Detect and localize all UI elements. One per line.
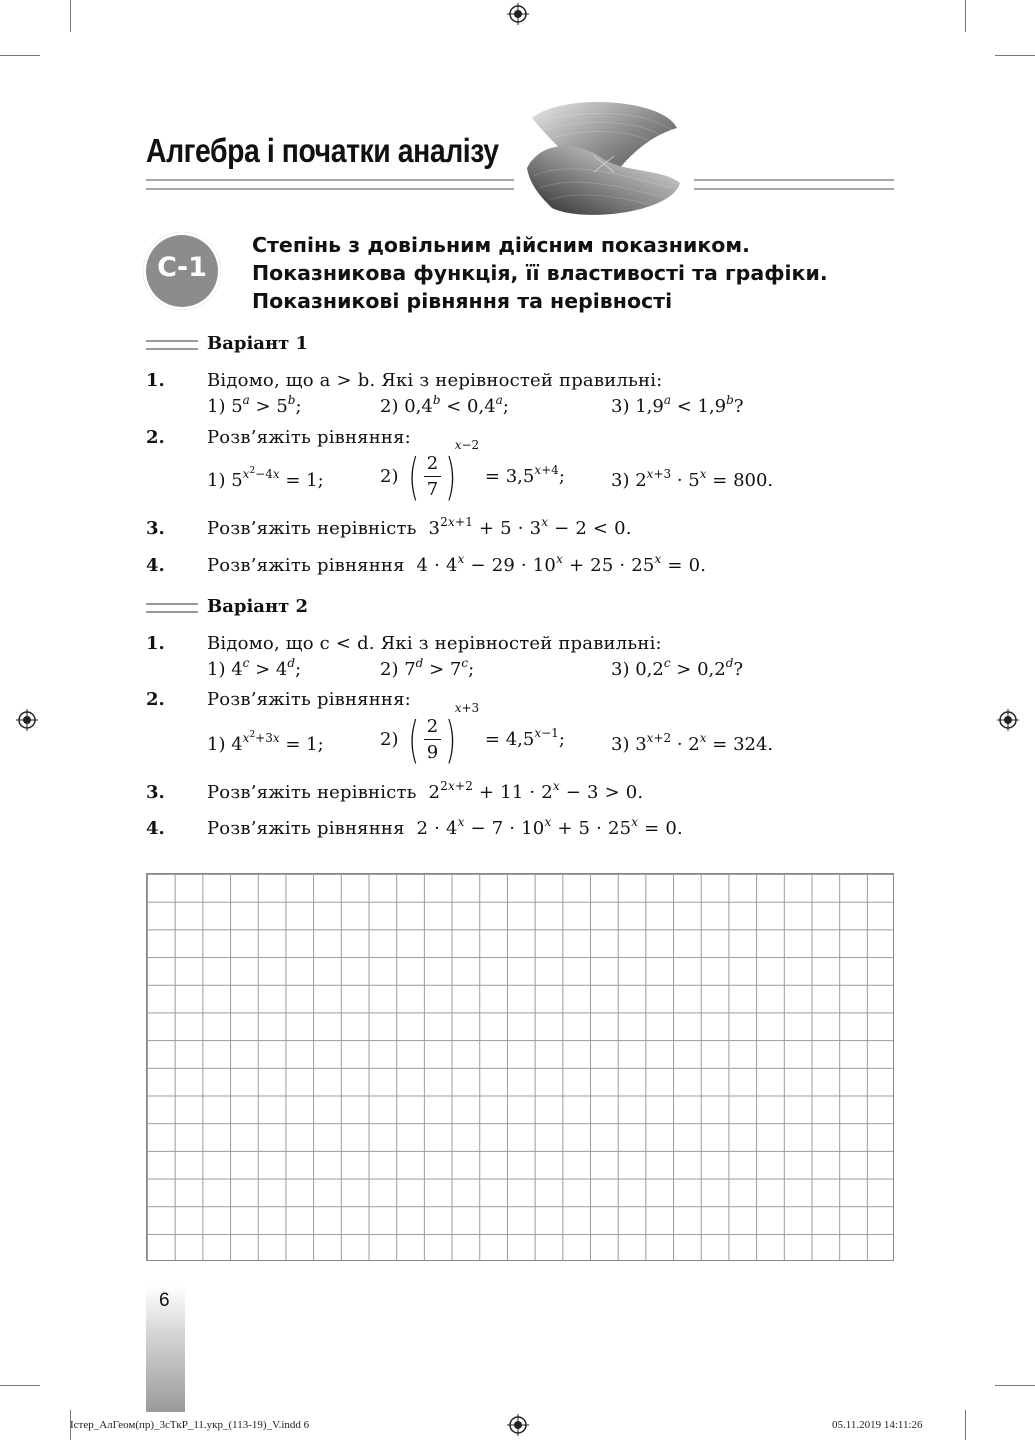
crop-mark — [995, 1385, 1035, 1386]
variant-2-task-1-option-3: 3) 0,2$^c$ > 0,2$^d$? — [611, 656, 744, 680]
topic-line-3: Показникові рівняння та нерівності — [252, 289, 673, 313]
registration-mark-icon — [507, 3, 529, 25]
variant-2-task-2: Розв’яжіть рівняння: — [207, 689, 411, 710]
variant-1-bar — [146, 340, 198, 350]
task-number: 2. — [146, 689, 165, 710]
variant-1-task-1: Відомо, що a > b. Які з нерівностей правильні: — [207, 370, 663, 391]
footer-timestamp: 05.11.2019 14:11:26 — [832, 1419, 923, 1431]
registration-mark-icon — [16, 709, 38, 731]
section-badge — [143, 232, 221, 310]
task-number: 1. — [146, 633, 165, 654]
topic-line-1: Степінь з довільним дійсним показником. — [252, 233, 750, 257]
registration-mark-icon — [997, 709, 1019, 731]
variant-1-label: Варіант 1 — [207, 333, 309, 354]
variant-2-task-4-text: Розв’яжіть рівняння — [207, 818, 405, 839]
topic-line-2: Показникова функція, її властивості та графіки. — [252, 261, 828, 285]
variant-2-task-2-option-1: 1) $4^{x^2+3x} = 1$; — [207, 730, 324, 755]
variant-1-task-2-option-3: 3) $2^{x+3} \cdot 5^x = 800$. — [611, 467, 774, 491]
variant-2-task-3: Розв’яжіть нерівність $2^{2x+2} + 11 \cdot 2^x - 3 > 0$. — [207, 779, 644, 803]
task-number: 4. — [146, 555, 165, 576]
crop-mark — [0, 1385, 40, 1386]
variant-1-task-3: Розв’яжіть нерівність $3^{2x+1} + 5 \cdot 3^x - 2 < 0$. — [207, 515, 632, 539]
variant-1-task-4: Розв’яжіть рівняння $4 \cdot 4^x - 29 \cdot 10^x + 25 \cdot 25^x = 0$. — [207, 552, 707, 576]
variant-1-task-2: Розв’яжіть рівняння: — [207, 427, 411, 448]
variant-1-task-1-option-1: 1) $5^a > 5^b$; — [207, 393, 302, 417]
crop-mark — [995, 55, 1035, 56]
crop-mark — [965, 0, 966, 32]
title-rule-left — [146, 179, 514, 190]
surface-illustration-icon — [522, 98, 684, 220]
variant-2-task-3-text: Розв’яжіть нерівність — [207, 782, 417, 803]
crop-mark — [0, 55, 40, 56]
page-number: 6 — [159, 1290, 170, 1311]
section-badge-label: С-1 — [157, 252, 207, 283]
variant-2-bar — [146, 603, 198, 613]
chapter-title: Алгебра і початки аналізу — [146, 132, 499, 169]
variant-1-task-3-text: Розв’яжіть нерівність — [207, 518, 417, 539]
task-number: 3. — [146, 782, 165, 803]
variant-1-task-2-option-1: 1) $5^{x^2-4x} = 1$; — [207, 466, 324, 491]
variant-1-task-1-option-2: 2) 0,4$^b$ < 0,4$^a$; — [380, 393, 509, 417]
variant-2-task-1-option-1: 1) $4^c > 4^d$; — [207, 656, 302, 680]
task-number: 3. — [146, 518, 165, 539]
variant-2-task-2-option-2: 2) ( $\frac{2}{9}$ )$x+3 = 4,5^{x-1}$; — [380, 701, 565, 769]
crop-mark — [70, 0, 71, 32]
variant-1-task-1-option-3: 3) 1,9$^a$ < 1,9$^b$? — [611, 393, 744, 417]
task-number: 1. — [146, 370, 165, 391]
variant-1-task-2-option-2: 2) ( $\frac{2}{7}$ )$x-2 = 3,5^{x+4}$; — [380, 438, 565, 506]
variant-1-task-4-text: Розв’яжіть рівняння — [207, 555, 405, 576]
footer-filename: Істер_АлГеом(пр)_3сТкР_11.укр_(113-19)_V.indd 6 — [70, 1419, 310, 1431]
variant-2-label: Варіант 2 — [207, 596, 309, 617]
answer-grid — [146, 873, 894, 1261]
task-number: 4. — [146, 818, 165, 839]
registration-mark-icon — [507, 1414, 529, 1436]
variant-2-task-2-option-3: 3) $3^{x+2} \cdot 2^x = 324$. — [611, 731, 774, 755]
variant-2-task-4: Розв’яжіть рівняння $2 \cdot 4^x - 7 \cdot 10^x + 5 \cdot 25^x = 0$. — [207, 815, 683, 839]
task-number: 2. — [146, 427, 165, 448]
crop-mark — [965, 1410, 966, 1440]
variant-2-task-1: Відомо, що c < d. Які з нерівностей правильні: — [207, 633, 662, 654]
title-rule-right — [694, 179, 894, 190]
variant-2-task-1-option-2: 2) $7^d > 7^c$; — [380, 656, 475, 680]
